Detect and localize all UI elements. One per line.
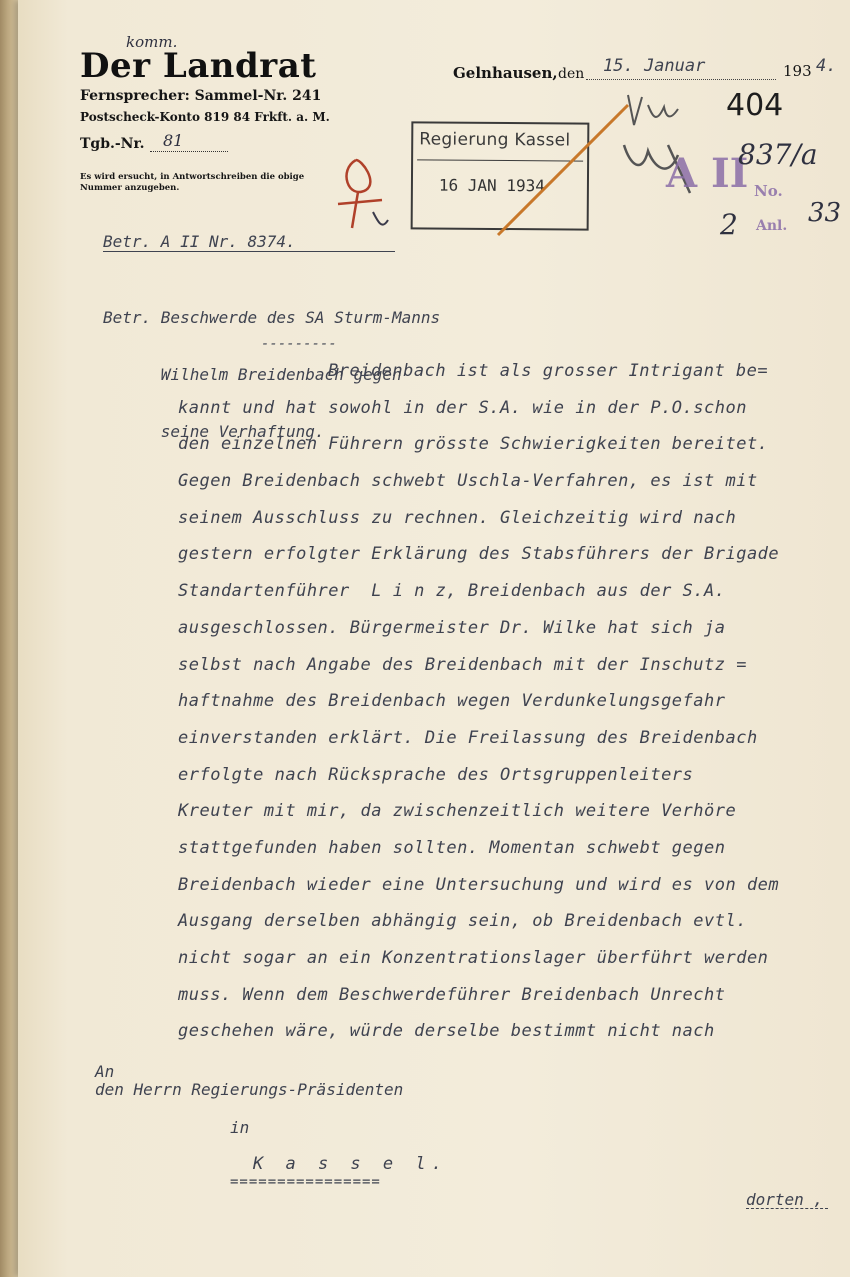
dateline-date: 15. Januar — [603, 56, 706, 76]
stamp-anl-label: Anl. — [756, 218, 788, 234]
address-city: K a s s e l. — [253, 1154, 448, 1174]
stamp-title: Regierung Kassel — [419, 129, 571, 151]
body-line: erfolgte nach Rücksprache des Ortsgruppenleiters — [178, 764, 694, 785]
komm-annotation: komm. — [126, 33, 178, 51]
body-line: gestern erfolgter Erklärung des Stabsführers der Brigade — [178, 544, 780, 565]
stamp-date: 16 JAN 1934 — [438, 175, 545, 196]
subject-line-3: seine Verhaftung. — [103, 422, 325, 441]
body-line: seinem Ausschluss zu rechnen. Gleichzeitig wird nach — [178, 507, 737, 528]
body-line: Standartenführer L i n z, Breidenbach aus der S.A. — [178, 581, 726, 602]
journal-number: 81 — [163, 131, 184, 150]
reference-line: Betr. A II Nr. 8374. — [103, 232, 296, 251]
handwritten-reference: 837/a — [738, 138, 818, 171]
body-line: selbst nach Angabe des Breidenbach mit der Inschutz = — [178, 654, 747, 675]
reference-underline — [103, 251, 395, 252]
address-recipient: den Herrn Regierungs-Präsidenten — [95, 1080, 404, 1099]
department-stamp: A II — [666, 150, 749, 197]
document-page — [18, 0, 850, 1277]
dateline-year-prefix: 193 — [783, 62, 812, 80]
handwritten-year: 33 — [808, 198, 842, 228]
binding-edge — [0, 0, 18, 1277]
subject-line-2: Wilhelm Breidenbach gegen — [103, 365, 402, 384]
continuation-word: dorten , — [746, 1190, 824, 1209]
body-line: Breidenbach ist als grosser Intrigant be= — [328, 361, 769, 381]
journal-label: Tgb.-Nr. — [80, 136, 145, 152]
body-line: haftnahme des Breidenbach wegen Verdunkelungsgefahr — [178, 691, 726, 712]
body-line: Breidenbach wieder eine Untersuchung und wird es von dem — [178, 874, 780, 895]
letter-body — [178, 360, 850, 1057]
continuation-underline — [746, 1208, 828, 1209]
handwritten-attachments: 2 — [720, 208, 738, 241]
body-line: Gegen Breidenbach schwebt Uschla-Verfahren, es ist mit — [178, 471, 758, 492]
dateline-year-digit: 4. — [816, 56, 837, 76]
address-underline: ================ — [230, 1174, 381, 1190]
address-in: in — [230, 1118, 250, 1137]
date-rule — [586, 79, 776, 80]
dateline-city: Gelnhausen, — [453, 64, 558, 82]
phone-line: Fernsprecher: Sammel-Nr. 241 — [80, 88, 322, 104]
journal-number-rule — [150, 151, 228, 152]
stamp-no-label: No. — [754, 182, 783, 200]
body-line: muss. Wenn dem Beschwerdeführer Breidenbach Unrecht — [178, 984, 726, 1005]
body-line: geschehen wäre, würde derselbe bestimmt nicht nach — [178, 1021, 715, 1042]
body-line: Kreuter mit mir, da zwischenzeitlich weitere Verhöre — [178, 801, 737, 822]
body-line: stattgefunden haben sollten. Momentan schwebt gegen — [178, 837, 726, 858]
body-line: nicht sogar an ein Konzentrationslager überführt werden — [178, 948, 769, 968]
postcheck-line: Postscheck-Konto 819 84 Frkft. a. M. — [80, 110, 330, 124]
body-line: kannt und hat sowohl in der S.A. wie in der P.O.schon — [178, 397, 747, 418]
registry-number: 404 — [726, 88, 784, 123]
body-line: einverstanden erklärt. Die Freilassung des Breidenbach — [178, 727, 758, 748]
dateline-den: den — [558, 66, 585, 82]
reply-note: Es wird ersucht, in Antwortschreiben die obige Nummer anzugeben. — [80, 172, 305, 193]
subject-separator: --------- — [261, 336, 337, 352]
body-line: den einzelnen Führern grösste Schwierigkeiten bereitet. — [178, 434, 769, 455]
body-line: ausgeschlossen. Bürgermeister Dr. Wilke hat sich ja — [178, 617, 726, 638]
body-line: Ausgang derselben abhängig sein, ob Breidenbach evtl. — [178, 911, 747, 932]
letterhead-title: Der Landrat — [80, 46, 317, 86]
subject-line-1: Betr. Beschwerde des SA Sturm-Manns — [103, 308, 441, 327]
address-an: An — [95, 1062, 115, 1081]
